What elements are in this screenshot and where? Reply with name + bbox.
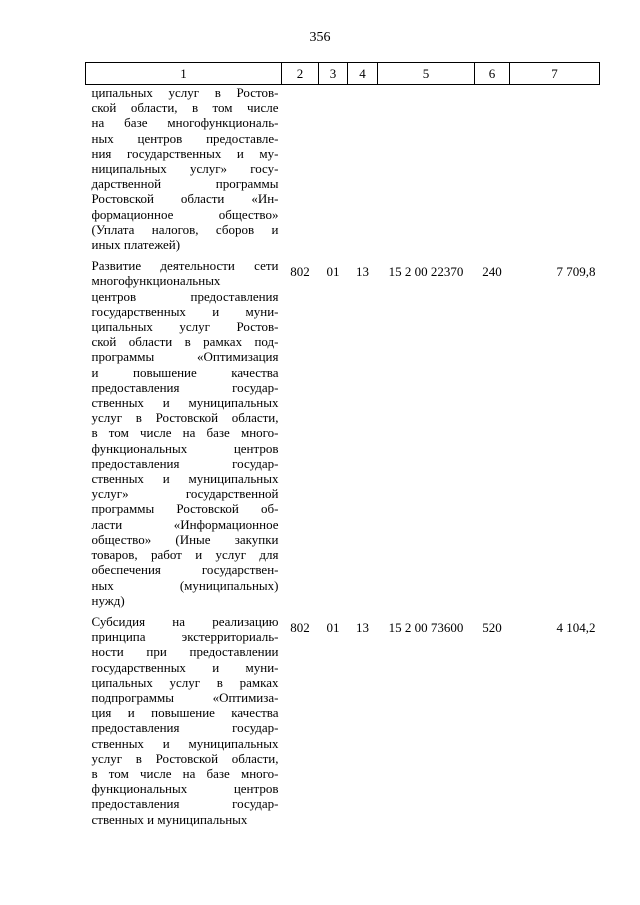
target-article-code (378, 85, 475, 253)
description-line: государственных и муни- (91, 659, 279, 675)
description-line: функциональных центров (91, 781, 279, 797)
description-line: предоставления государ- (91, 455, 279, 471)
description-line: ципальных услуг Ростов- (91, 319, 279, 335)
section-code (319, 85, 348, 253)
description-line: формационное общество» (91, 206, 279, 222)
description-line: и повышение качества (91, 364, 279, 380)
header-col-5: 5 (378, 63, 475, 85)
subsection-code (348, 85, 378, 253)
expense-type-code (475, 85, 510, 253)
description-line: принципа экстерриториаль- (91, 629, 279, 645)
description-line: нужд) (91, 592, 125, 608)
header-row (86, 63, 600, 85)
description-line: ской области в рамках под- (91, 334, 279, 350)
description-line: ципальных услуг в Ростов- (91, 85, 279, 100)
amount-value (510, 85, 600, 253)
description-line: товаров, работ и услуг для (91, 547, 279, 563)
section-code: 01 (326, 619, 340, 635)
description-line: ных центров предоставле- (91, 130, 279, 146)
budget-table (85, 62, 600, 827)
description-line: ской области, в том числе (91, 100, 279, 116)
description-line: государственных и муни- (91, 303, 279, 319)
description-line: в том числе на базе много- (91, 765, 279, 781)
ministry-code: 802 (290, 619, 310, 635)
header-col-1: 1 (86, 63, 282, 85)
expense-type-code: 240 (482, 264, 502, 280)
description-line: услуг в Ростовской области, (91, 410, 279, 426)
description-line: программы Ростовской об- (91, 501, 279, 517)
description-line: Ростовской области «Ин- (91, 191, 279, 207)
description-line: на базе многофункциональ- (91, 115, 279, 131)
description-line: ности при предоставлении (91, 644, 279, 660)
description-line: функциональных центров (91, 440, 279, 456)
table-row (86, 85, 600, 253)
header-col-2: 2 (282, 63, 319, 85)
description-line: центров предоставления (91, 288, 279, 304)
expense-type-code: 520 (482, 619, 502, 635)
description-line: ственных и муниципальных (91, 395, 279, 411)
description-line: Развитие деятельности сети (91, 258, 279, 274)
description-line: ственных и муниципальных (91, 471, 279, 487)
description-line: программы «Оптимизация (91, 349, 279, 365)
page-number: 356 (309, 30, 331, 45)
row-description (86, 614, 282, 827)
description-line: общество» (Иные закупки (91, 531, 279, 547)
description-line: ных (муниципальных) (91, 577, 279, 593)
description-line: ниципальных услуг» госу- (91, 161, 279, 177)
description-line: в том числе на базе много- (91, 425, 279, 441)
description-line: ственных и муниципальных (91, 811, 248, 827)
amount-value: 4 104,2 (556, 619, 596, 635)
description-line: обеспечения государствен- (91, 562, 279, 578)
header-col-6: 6 (475, 63, 510, 85)
header-col-7: 7 (510, 63, 600, 85)
target-article-code: 15 2 00 22370 (388, 264, 464, 280)
table-row (86, 614, 600, 827)
description-line: подпрограммы «Оптимиза- (91, 689, 279, 705)
ministry-code: 802 (290, 264, 310, 280)
description-line: услуг в Ростовской области, (91, 750, 279, 766)
row-description (86, 85, 282, 253)
row-description (86, 258, 282, 608)
description-line: (Уплата налогов, сборов и (91, 221, 279, 237)
description-line: услуг» государственной (91, 486, 279, 502)
subsection-code: 13 (356, 264, 369, 280)
description-line: ципальных услуг в рамках (91, 674, 279, 690)
target-article-code: 15 2 00 73600 (388, 619, 464, 635)
description-line: предоставления государ- (91, 720, 279, 736)
amount-value: 7 709,8 (556, 264, 596, 280)
ministry-code (282, 85, 319, 253)
description-line: дарственной программы (91, 176, 279, 192)
description-line: многофункциональных (91, 273, 221, 289)
table-row (86, 258, 600, 608)
header-col-3: 3 (319, 63, 348, 85)
description-line: ственных и муниципальных (91, 735, 279, 751)
header-col-4: 4 (348, 63, 378, 85)
subsection-code: 13 (356, 619, 369, 635)
description-line: ласти «Информационное (91, 516, 279, 532)
description-line: Субсидия на реализацию (91, 613, 279, 629)
description-line: ния государственных и му- (91, 145, 279, 161)
section-code: 01 (326, 264, 340, 280)
description-line: ция и повышение качества (91, 705, 279, 721)
description-line: иных платежей) (91, 237, 181, 253)
description-line: предоставления государ- (91, 379, 279, 395)
description-line: предоставления государ- (91, 796, 279, 812)
